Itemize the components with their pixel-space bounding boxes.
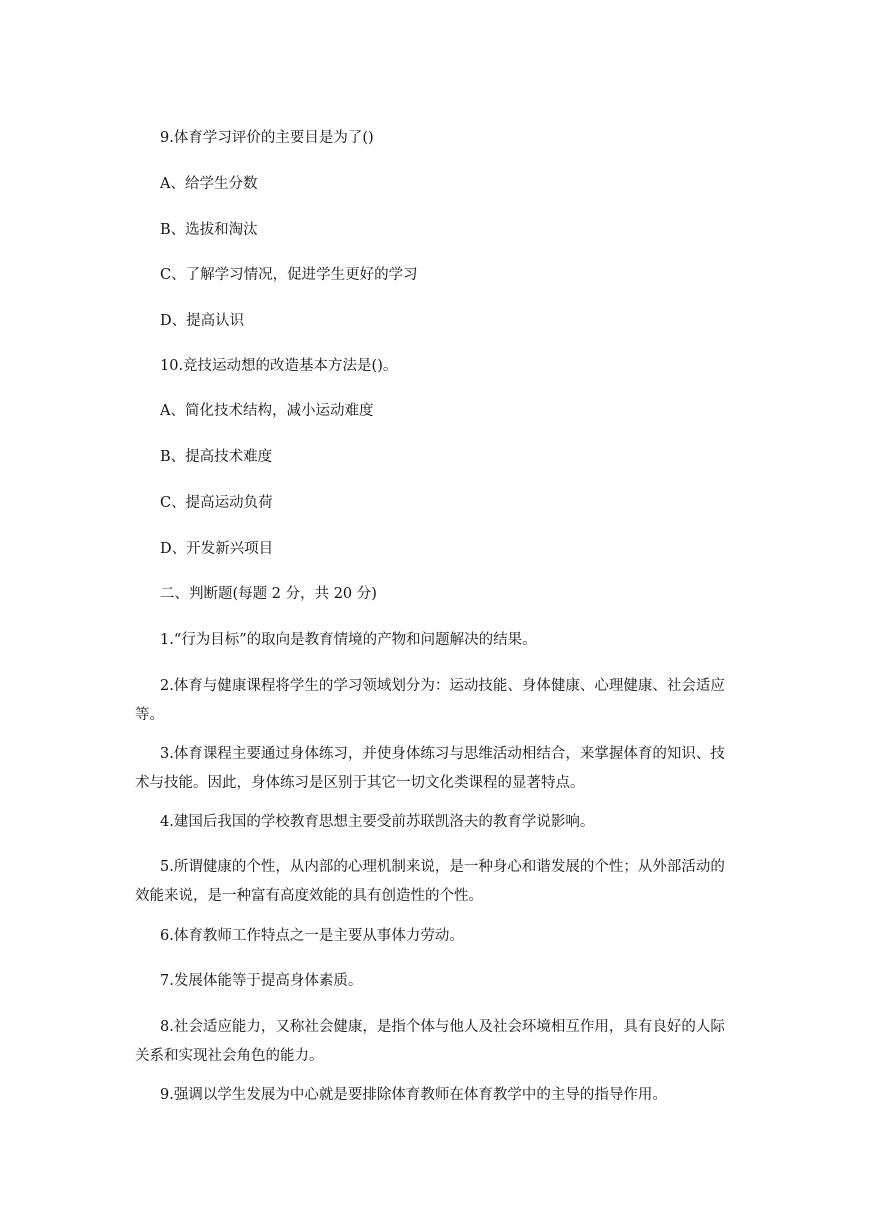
question-10-option-a: A、简化技术结构，减小运动难度	[160, 403, 374, 419]
question-9-option-a: A、给学生分数	[160, 176, 258, 192]
question-10-option-d: D、开发新兴项目	[160, 541, 274, 557]
question-9-option-b: B、选拔和淘汰	[160, 222, 258, 238]
question-9-option-c: C、了解学习情况，促进学生更好的学习	[160, 267, 418, 283]
judgment-item-4: 4.建国后我国的学校教育思想主要受前苏联凯洛夫的教育学说影响。	[160, 814, 595, 830]
judgment-item-5: 5.所谓健康的个性，从内部的心理机制来说，是一种身心和谐发展的个性；从外部活动的效能来说，是一种富有高度效能的具有创造性的个性。	[135, 859, 725, 904]
judgment-item-6: 6.体育教师工作特点之一是主要从事体力劳动。	[160, 928, 464, 944]
section-heading: 二、判断题(每题 2 分，共 20 分)	[160, 586, 377, 602]
question-9-option-d: D、提高认识	[160, 313, 245, 329]
question-9: 9.体育学习评价的主要目是为了()	[160, 130, 374, 146]
judgment-item-1: 1.“行为目标”的取向是教育情境的产物和问题解决的结果。	[160, 632, 537, 648]
judgment-item-7: 7.发展体能等于提高身体素质。	[160, 973, 363, 989]
question-10: 10.竞技运动想的改造基本方法是()。	[160, 358, 398, 374]
judgment-item-8: 8.社会适应能力，又称社会健康，是指个体与他人及社会环境相互作用，具有良好的人际关系和实现社会角色的能力。	[135, 1019, 725, 1064]
question-10-option-b: B、提高技术难度	[160, 449, 273, 465]
question-10-option-c: C、提高运动负荷	[160, 495, 273, 511]
judgment-item-3: 3.体育课程主要通过身体练习，并使身体练习与思维活动相结合，来掌握体育的知识、技术与技能。因此，身体练习是区别于其它一切文化类课程的显著特点。	[135, 746, 725, 791]
judgment-item-9: 9.强调以学生发展为中心就是要排除体育教师在体育教学中的主导的指导作用。	[160, 1087, 667, 1103]
judgment-item-2: 2.体育与健康课程将学生的学习领域划分为：运动技能、身体健康、心理健康、社会适应等。	[135, 678, 725, 723]
